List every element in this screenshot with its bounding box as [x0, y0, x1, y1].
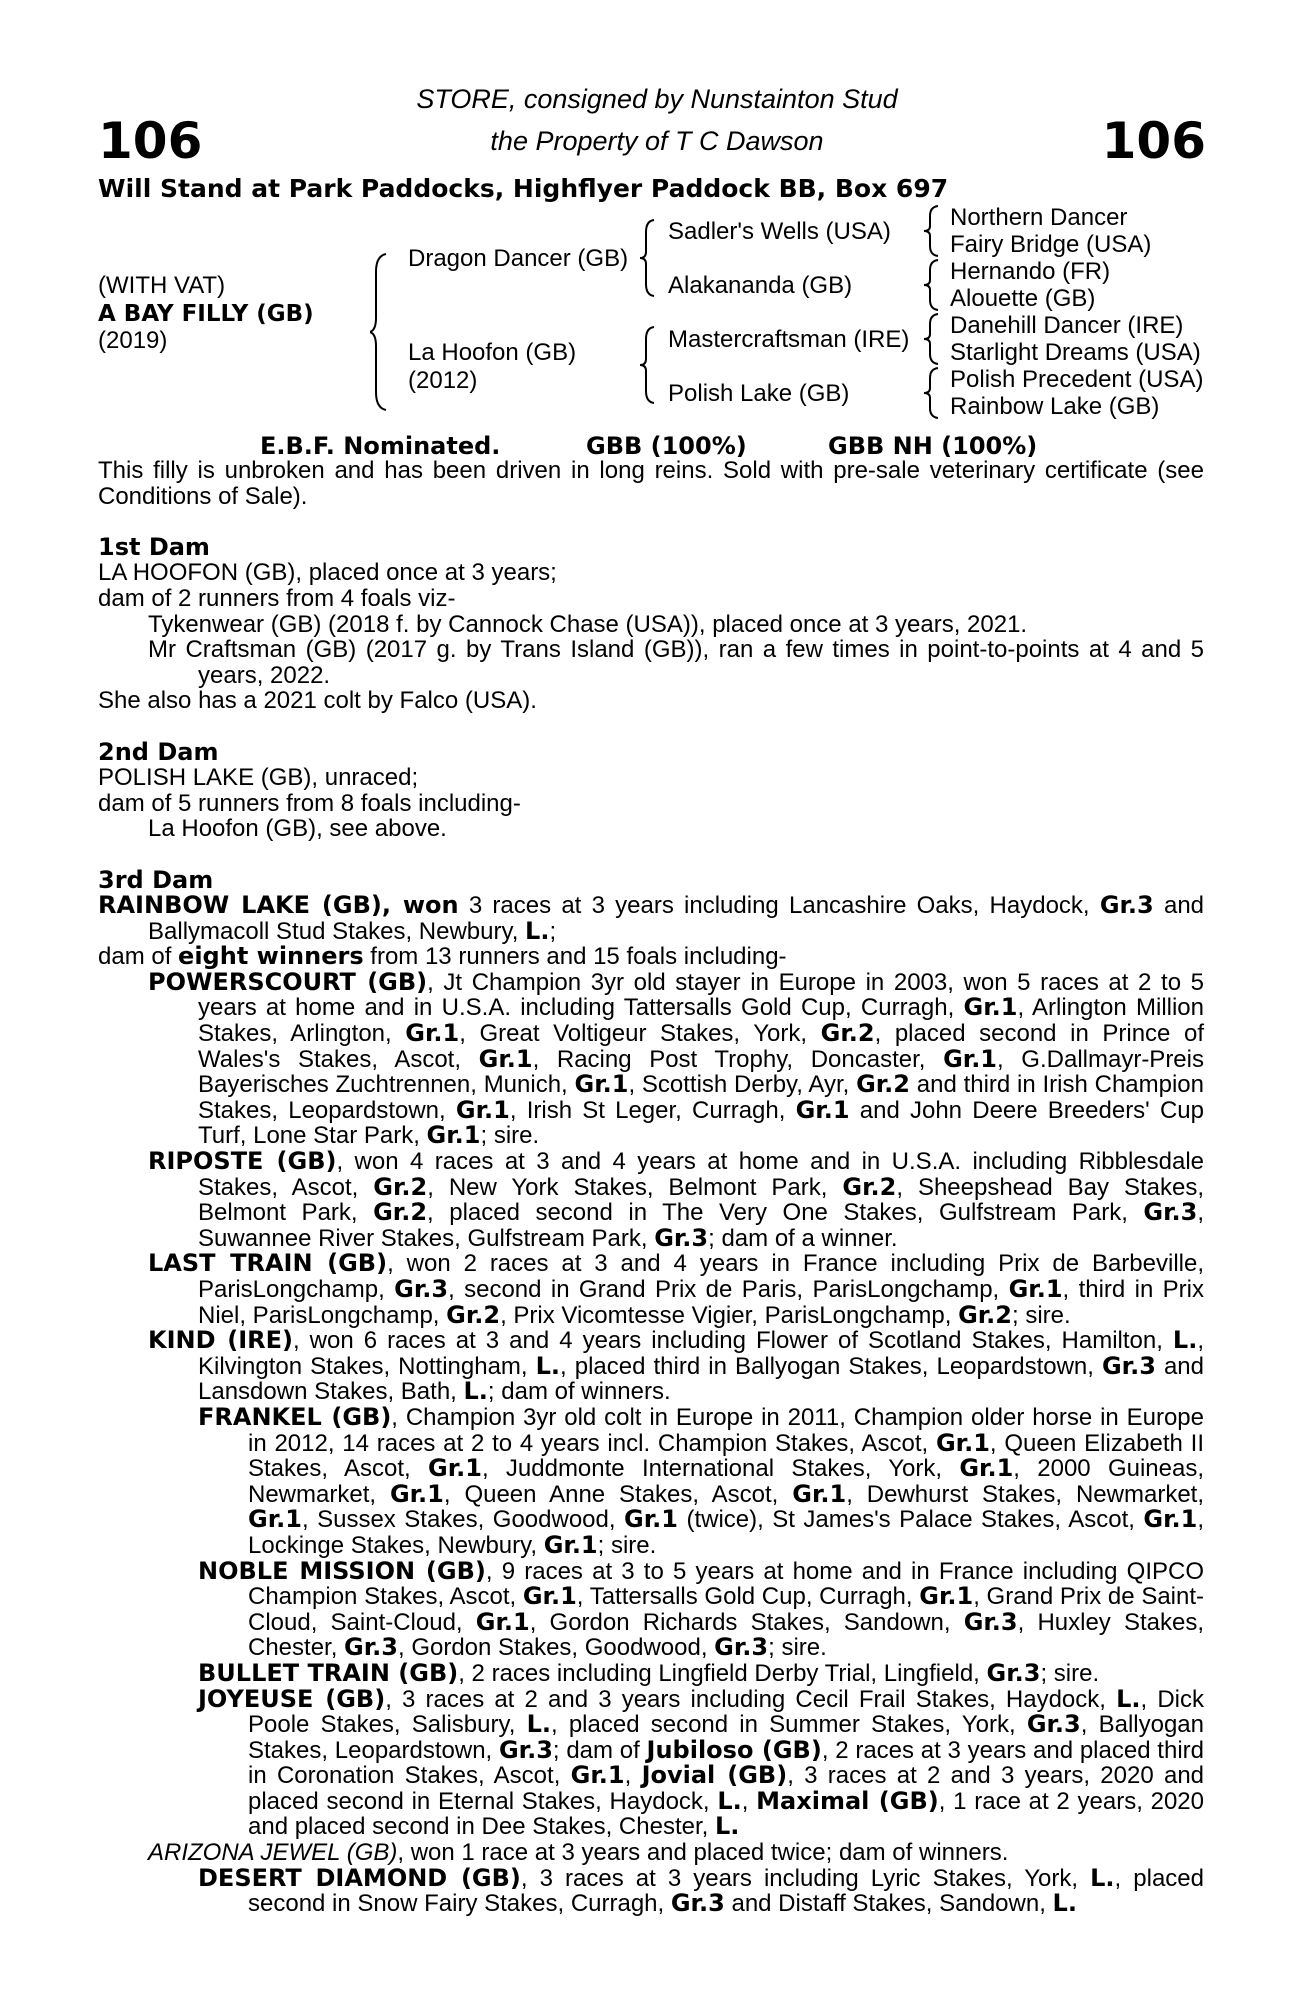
progeny-entry: [98, 1840, 1204, 1866]
entry-text: ,: [624, 1762, 642, 1790]
entry-text: ; dam of: [552, 1736, 647, 1764]
entry-highlight: DESERT DIAMOND (GB): [198, 1863, 521, 1892]
progeny-list: [98, 967, 1205, 1918]
progeny-entry: [98, 1658, 1204, 1687]
entry-text: , Sussex Stakes, Goodwood,: [301, 1506, 625, 1534]
entry-text: , Lockinge Stakes, Newbury,: [248, 1506, 1204, 1559]
entry-highlight: Gr.1: [792, 1479, 847, 1508]
entry-text: , Gordon Richards Stakes, Sandown,: [529, 1608, 964, 1636]
entry-highlight: Gr.3: [1143, 1198, 1198, 1227]
entry-text: , won 2 races at 3 and 4 years in France including Prix de Barbeville, ParisLongchamp,: [198, 1250, 1205, 1303]
first-dam-line: dam of 2 runners from 4 foals viz-: [98, 584, 456, 612]
entry-highlight: BULLET TRAIN (GB): [198, 1658, 459, 1687]
entry-highlight: Gr.1: [943, 1044, 998, 1073]
foaling-year: (2019): [98, 327, 168, 354]
entry-highlight: Gr.1: [1143, 1505, 1198, 1534]
entry-text: and third in Irish Champion Stakes, Leopardstown,: [198, 1071, 1205, 1124]
entry-text: (twice), St James's Palace Stakes, Ascot,: [677, 1506, 1144, 1534]
third-dam-produce: dam of eight winners from 13 runners and 15 foals including-: [98, 942, 787, 971]
entry-highlight: Gr.1: [475, 1607, 530, 1636]
progeny-entry: [98, 967, 1205, 1150]
entry-highlight: Gr.3: [963, 1607, 1018, 1636]
entry-text: , Jt Champion 3yr old stayer in Europe in 2003, won 5 races at 2 to 5 years at home and in U.S.A. including Tattersalls Gold Cup, Curragh,: [198, 968, 1204, 1022]
entry-text: , Juddmonte International Stakes, York,: [481, 1455, 960, 1483]
entry-highlight: Gr.1: [963, 993, 1018, 1022]
first-dam-line: LA HOOFON (GB), placed once at 3 years;: [98, 559, 557, 587]
entry-text: , Prix Vicomtesse Vigier, ParisLongchamp,: [500, 1301, 959, 1329]
entry-text: , 2 races at 3 years and placed third in Coronation Stakes, Ascot,: [248, 1736, 1204, 1790]
entry-highlight: NOBLE MISSION (GB): [198, 1556, 486, 1585]
entry-highlight: Gr.3: [394, 1275, 449, 1303]
entry-highlight: Gr.3: [714, 1633, 769, 1662]
third-dam-name: RAINBOW LAKE (GB), won: [98, 891, 459, 920]
entry-highlight: L.: [1116, 1684, 1141, 1713]
stand-location: Will Stand at Park Paddocks, Highflyer Paddock BB, Box 697: [98, 174, 949, 203]
entry-highlight: L.: [526, 1710, 551, 1739]
entry-highlight: Gr.1: [248, 1505, 302, 1534]
second-dam-line: POLISH LAKE (GB), unraced;: [98, 764, 419, 792]
entry-text: ,: [741, 1787, 757, 1815]
first-dam-progeny: Mr Craftsman (GB) (2017 g. by Trans Island (GB)), ran a few times in point-to-points at 4 and 5 years, 2022.: [148, 636, 1204, 689]
entry-text: , second in Grand Prix de Paris, ParisLongchamp,: [448, 1276, 1009, 1303]
ebf-nomination: E.B.F. Nominated.: [260, 432, 501, 460]
entry-text: ; dam of a winner.: [708, 1224, 898, 1252]
entry-text: , placed third in Ballyogan Stakes, Leopardstown,: [560, 1352, 1102, 1380]
entry-text: ; sire.: [480, 1122, 540, 1150]
entry-text: , won 1 race at 3 years and placed twice; dam of winners.: [397, 1839, 1009, 1867]
entry-text: , won 4 races at 3 and 4 years at home and in U.S.A. including Ribblesdale Stakes, Ascot,: [198, 1148, 1204, 1201]
sire: Dragon Dancer (GB): [408, 245, 629, 272]
entry-highlight: Gr.1: [1008, 1275, 1063, 1303]
entry-highlight: Gr.3: [1101, 1351, 1156, 1380]
entry-highlight: LAST TRAIN (GB): [148, 1249, 388, 1278]
entry-text: , Huxley Stakes, Chester,: [248, 1608, 1205, 1662]
entry-text: , placed second in Snow Fairy Stakes, Curragh,: [248, 1864, 1204, 1918]
sale-notes: This filly is unbroken and has been driven in long reins. Sold with pre-sale veterinary certificate (see Conditions of Sale).: [98, 457, 1204, 510]
lot-name: A BAY FILLY (GB): [98, 301, 314, 327]
entry-text: , Grand Prix de Saint-Cloud, Saint-Cloud,: [248, 1583, 1205, 1636]
second-dam-progeny: La Hoofon (GB), see above.: [148, 815, 447, 843]
entry-text: , Tattersalls Gold Cup, Curragh,: [576, 1583, 920, 1611]
entry-highlight: Gr.2: [856, 1070, 910, 1099]
entry-text: , Ballyogan Stakes, Leopardstown,: [248, 1711, 1205, 1764]
ss-sire: Northern Dancer: [950, 204, 1128, 231]
property-line: the Property of T C Dawson: [490, 126, 824, 156]
first-dam-heading: 1st Dam: [98, 532, 210, 561]
entry-text: ; sire.: [1040, 1659, 1100, 1687]
entry-highlight: Gr.2: [958, 1300, 1012, 1329]
entry-highlight: ARIZONA JEWEL (GB): [148, 1839, 398, 1867]
entry-text: , placed second in Summer Stakes, York,: [550, 1711, 1027, 1739]
entry-highlight: L.: [714, 1812, 740, 1841]
entry-highlight: RIPOSTE (GB): [148, 1147, 337, 1176]
progeny-entry: [98, 1863, 1204, 1918]
entry-text: , won 6 races at 3 and 4 years including Flower of Scotland Stakes, Hamilton,: [292, 1327, 1173, 1355]
entry-text: , Dewhurst Stakes, Newmarket,: [846, 1480, 1204, 1508]
entry-highlight: JOYEUSE (GB): [198, 1684, 386, 1713]
catalogue-body: [98, 458, 1204, 1917]
consignor-line: STORE, consigned by Nunstainton Stud: [416, 84, 898, 114]
entry-highlight: Gr.3: [344, 1633, 398, 1662]
progeny-entry: [98, 1556, 1205, 1662]
entry-text: , 3 races at 2 and 3 years, 2020 and placed second in Eternal Stakes, Haydock,: [248, 1762, 1205, 1815]
entry-text: ; dam of winners.: [487, 1378, 671, 1406]
brace-g3-2: [924, 258, 942, 312]
entry-highlight: Jovial (GB): [641, 1761, 788, 1790]
entry-text: , Champion 3yr old colt in Europe in 2011, Champion older horse in Europe in 2012, 14 races at 2 to 4 years incl. Champion Stakes, Ascot,: [248, 1403, 1205, 1457]
entry-highlight: Gr.1: [389, 1479, 444, 1508]
entry-highlight: Jubiloso (GB): [646, 1735, 822, 1764]
entry-highlight: Gr.2: [373, 1198, 428, 1227]
entry-text: , third in Prix Niel, ParisLongchamp,: [198, 1276, 1204, 1329]
entry-highlight: Gr.1: [574, 1070, 629, 1099]
gbb-status: GBB (100%): [586, 432, 747, 460]
entry-text: , Sheepshead Bay Stakes, Belmont Park,: [198, 1173, 1205, 1227]
third-dam-heading: 3rd Dam: [98, 865, 214, 894]
entry-text: , placed second in The Very One Stakes, Gulfstream Park,: [427, 1199, 1144, 1227]
entry-text: , 1 race at 2 years, 2020 and placed second in Dee Stakes, Chester,: [248, 1787, 1204, 1841]
entry-highlight: Gr.2: [446, 1300, 501, 1329]
entry-text: , 2000 Guineas, Newmarket,: [248, 1455, 1205, 1508]
brace-g3-3: [924, 312, 942, 366]
entry-highlight: Gr.1: [959, 1454, 1014, 1483]
entry-highlight: Gr.1: [795, 1095, 850, 1124]
entry-highlight: Gr.2: [842, 1172, 897, 1201]
entry-highlight: Gr.2: [373, 1172, 428, 1201]
entry-highlight: Gr.1: [543, 1530, 598, 1559]
first-dam-footer: She also has a 2021 colt by Falco (USA).: [98, 687, 537, 715]
dd-dam: Rainbow Lake (GB): [950, 393, 1160, 420]
progeny-entry: [98, 1684, 1205, 1841]
dd-sire: Polish Precedent (USA): [950, 366, 1204, 393]
entry-text: , 2 races including Lingfield Derby Trial, Lingfield,: [458, 1659, 987, 1687]
entry-text: and John Deere Breeders' Cup Turf, Lone Star Park,: [198, 1096, 1204, 1150]
entry-text: , Arlington Million Stakes, Arlington,: [198, 994, 1205, 1048]
pedigree-brace-sire: [640, 218, 660, 298]
entry-text: , G.Dallmayr-Preis Bayerisches Zuchtrennen, Munich,: [198, 1045, 1204, 1099]
dam-year: (2012): [408, 367, 478, 394]
progeny-entry: [98, 1328, 1204, 1405]
entry-text: , Dick Poole Stakes, Salisbury,: [248, 1685, 1205, 1739]
pedigree-brace-main: [370, 252, 390, 412]
sire-dam: Alakananda (GB): [668, 272, 853, 299]
ds-sire: Danehill Dancer (IRE): [950, 312, 1184, 339]
entry-text: , Suwannee River Stakes, Gulfstream Park,: [198, 1199, 1204, 1252]
sd-sire: Hernando (FR): [950, 258, 1111, 285]
entry-text: , New York Stakes, Belmont Park,: [427, 1173, 843, 1201]
entry-text: ; sire.: [597, 1531, 657, 1559]
entry-highlight: Gr.3: [654, 1223, 709, 1252]
entry-highlight: Gr.2: [820, 1019, 875, 1048]
dam-dam: Polish Lake (GB): [668, 380, 850, 407]
progeny-entry: [98, 1402, 1205, 1559]
entry-text: , Kilvington Stakes, Nottingham,: [198, 1327, 1204, 1380]
entry-highlight: Gr.3: [670, 1889, 725, 1918]
entry-text: and Distaff Stakes, Sandown,: [724, 1890, 1053, 1918]
first-dam-progeny: Tykenwear (GB) (2018 f. by Cannock Chase (USA)), placed once at 3 years, 2021.: [148, 610, 1028, 638]
entry-text: , Gordon Stakes, Goodwood,: [397, 1634, 715, 1662]
entry-highlight: Gr.3: [986, 1658, 1041, 1687]
ds-dam: Starlight Dreams (USA): [950, 339, 1201, 366]
dam-sire: Mastercraftsman (IRE): [668, 326, 910, 353]
entry-highlight: L.: [717, 1786, 742, 1815]
entry-text: , placed second in Prince of Wales's Stakes, Ascot,: [198, 1020, 1204, 1073]
entry-highlight: FRANKEL (GB): [198, 1402, 392, 1431]
entry-text: , 3 races at 3 years including Lyric Stakes, York,: [520, 1864, 1091, 1892]
entry-highlight: Gr.1: [935, 1428, 990, 1457]
entry-highlight: Gr.1: [426, 1121, 481, 1150]
entry-text: , 9 races at 3 to 5 years at home and in France including QIPCO Champion Stakes, Ascot,: [248, 1557, 1204, 1611]
entry-highlight: Gr.1: [478, 1044, 533, 1073]
sd-dam: Alouette (GB): [950, 285, 1096, 312]
second-dam-line: dam of 5 runners from 8 foals including-: [98, 789, 521, 817]
entry-text: , Queen Elizabeth II Stakes, Ascot,: [248, 1429, 1204, 1483]
entry-text: , 3 races at 2 and 3 years including Cecil Frail Stakes, Haydock,: [385, 1685, 1117, 1713]
entry-highlight: Gr.1: [405, 1019, 460, 1048]
lot-number-left: 106: [98, 112, 203, 170]
progeny-entry: [98, 1149, 1204, 1251]
vat-note: (WITH VAT): [98, 272, 226, 299]
progeny-entry: [98, 1251, 1204, 1328]
entry-highlight: L.: [1052, 1889, 1077, 1918]
sire-sire: Sadler's Wells (USA): [668, 218, 891, 245]
entry-highlight: L.: [1090, 1863, 1115, 1892]
gbb-nh-status: GBB NH (100%): [828, 432, 1038, 460]
entry-highlight: Gr.1: [522, 1582, 577, 1611]
entry-highlight: Gr.1: [919, 1582, 974, 1611]
entry-highlight: Maximal (GB): [756, 1786, 939, 1815]
entry-text: ; sire.: [768, 1634, 827, 1662]
entry-highlight: KIND (IRE): [148, 1326, 293, 1355]
entry-text: , Irish St Leger, Curragh,: [509, 1096, 796, 1124]
entry-highlight: Gr.3: [1026, 1710, 1081, 1739]
second-dam-heading: 2nd Dam: [98, 737, 219, 766]
pedigree-brace-dam: [640, 325, 660, 405]
third-dam-record: RAINBOW LAKE (GB), won 3 races at 3 years including Lancashire Oaks, Haydock, Gr.3 and Ballymacoll Stud Stakes, Newbury, L.;: [98, 891, 1205, 945]
entry-highlight: Gr.3: [498, 1735, 553, 1764]
entry-text: ; sire.: [1012, 1301, 1071, 1329]
entry-text: , Scottish Derby, Ayr,: [628, 1071, 857, 1099]
entry-highlight: Gr.1: [428, 1454, 482, 1483]
entry-text: , Racing Post Trophy, Doncaster,: [532, 1045, 944, 1073]
entry-text: , Queen Anne Stakes, Ascot,: [443, 1480, 793, 1508]
dam: La Hoofon (GB): [408, 339, 577, 366]
entry-highlight: L.: [535, 1351, 561, 1380]
entry-highlight: L.: [463, 1377, 488, 1406]
entry-highlight: L.: [1172, 1326, 1198, 1355]
entry-highlight: POWERSCOURT (GB): [148, 967, 428, 996]
entry-highlight: Gr.1: [570, 1761, 625, 1790]
entry-text: , Great Voltigeur Stakes, York,: [459, 1020, 821, 1048]
entry-highlight: Gr.1: [455, 1095, 510, 1124]
entry-highlight: Gr.1: [624, 1505, 678, 1534]
entry-text: and Lansdown Stakes, Bath,: [198, 1352, 1204, 1406]
ss-dam: Fairy Bridge (USA): [950, 231, 1152, 258]
brace-g3-1: [924, 204, 942, 258]
lot-number-right: 106: [1101, 112, 1206, 170]
brace-g3-4: [924, 366, 942, 420]
